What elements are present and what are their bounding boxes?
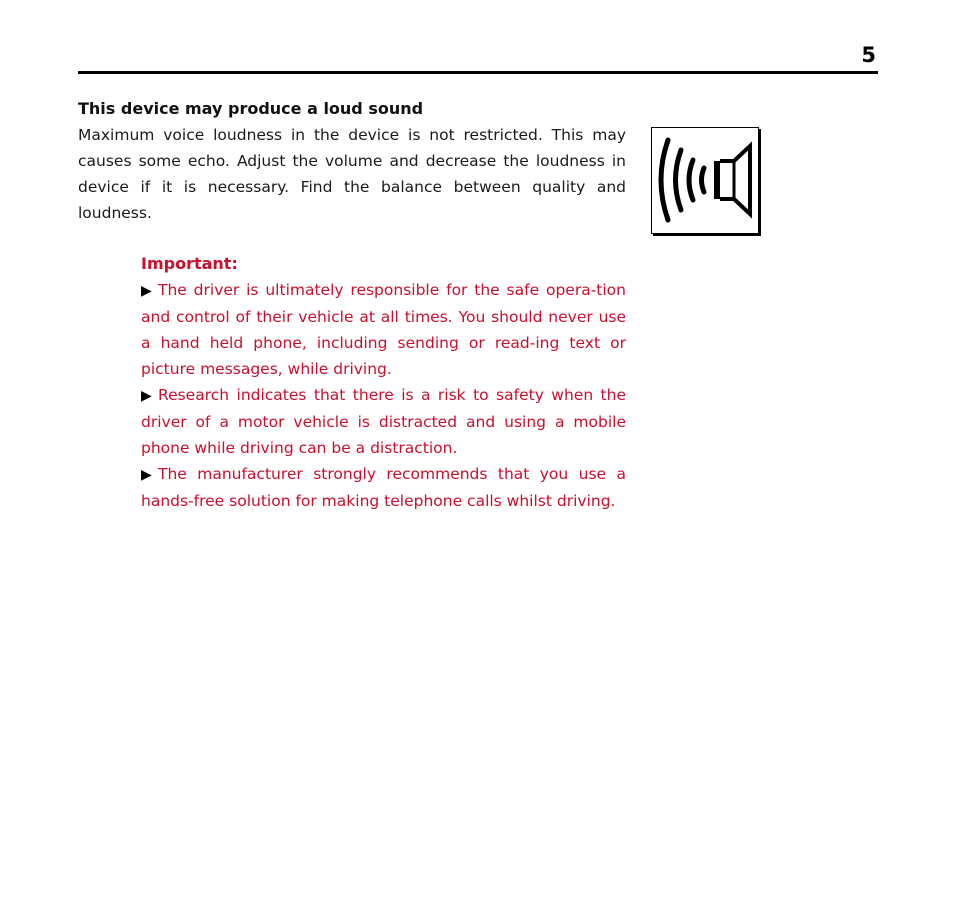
triangle-bullet-icon: ▶: [141, 388, 152, 404]
loud-sound-section: [78, 96, 626, 226]
important-bullet-1: [141, 277, 626, 382]
bullet-text: The manufacturer strongly recommends that you use a hands-free solution for making telephone calls whilst driving.: [141, 465, 626, 510]
section-body: Maximum voice loudness in the device is not restricted. This may causes some echo. Adjust the volume and decrease the loudness in device if it is necessary. Find the balance between quality and loudness.: [78, 126, 626, 222]
page-number: 5: [861, 43, 876, 67]
triangle-bullet-icon: ▶: [141, 467, 152, 483]
loud-speaker-icon: [651, 127, 759, 234]
header-rule: [78, 71, 878, 74]
important-bullet-3: [141, 461, 626, 514]
bullet-text: Research indicates that there is a risk to safety when the driver of a motor vehicle is distracted and using a mobile phone while driving can be a distraction.: [141, 386, 626, 457]
important-notice: [141, 251, 626, 514]
bullet-text: The driver is ultimately responsible for the safe opera-tion and control of their vehicle at all times. You should never use a hand held phone, including sending or read-ing text or picture messages, while driving.: [141, 281, 626, 378]
triangle-bullet-icon: ▶: [141, 283, 152, 299]
important-heading: Important:: [141, 254, 238, 273]
section-title: This device may produce a loud sound: [78, 99, 424, 118]
important-bullet-2: [141, 382, 626, 461]
